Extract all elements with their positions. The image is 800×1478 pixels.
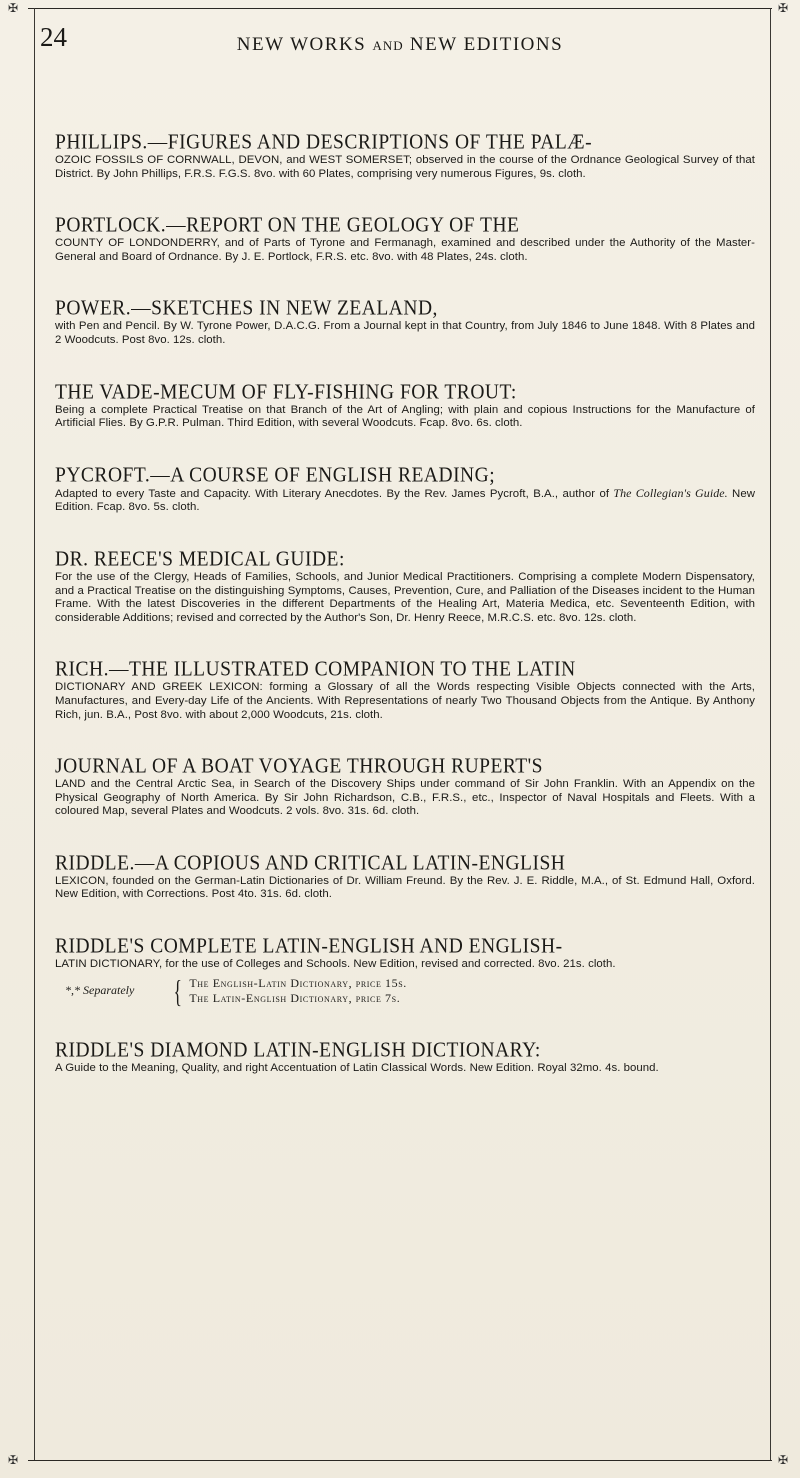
running-head-and: AND: [372, 38, 404, 53]
entry-body: LAND and the Central Arctic Sea, in Search of the Discovery Ships under command of Sir John Franklin. With an Appendix on the Physical Geography of North America. By Sir John Richardson, C.B., F.R.S., etc., Inspector of Naval Hospitals and Fleets. With a coloured Map, several Plates and Woodcuts. 2 vols. 8vo. 31s. 6d. cloth.: [55, 778, 755, 818]
entry-riddle-complete: [55, 934, 755, 1009]
entry-title: RIDDLE'S COMPLETE LATIN-ENGLISH AND ENGLISH-: [55, 935, 563, 958]
entry-body: For the use of the Clergy, Heads of Families, Schools, and Junior Medical Practitioners. Comprising a complete Modern Dispensatory, and a Practical Treatise on the distinguishing Symptoms, Causes, Prevention, Cure, and Palliation of the Diseases incident to the Human Frame. With the latest Discoveries in the different Departments of the Healing Art, Materia Medica, etc. Seventeenth Edition, with considerable Additions; revised and corrected by the Author's Son, Dr. Henry Reece, M.R.C.S. etc. 8vo. 12s. cloth.: [55, 570, 755, 624]
entry-body-italic: The Collegian's Guide.: [613, 485, 728, 500]
entry-body: LATIN DICTIONARY, for the use of Colleges and Schools. New Edition, revised and corrected. 8vo. 21s. cloth.: [55, 958, 616, 971]
corner-ornament-icon: ✠: [8, 1453, 19, 1467]
top-border-rule: [28, 8, 772, 9]
entries-list: [55, 130, 755, 1107]
entry-body: OZOIC FOSSILS OF CORNWALL, DEVON, and WEST SOMERSET; observed in the course of the Ordnance Geological Survey of that District. By John Phillips, F.R.S. F.G.S. 8vo. with 60 Plates, comprising very numerous Figures, 9s. cloth.: [55, 154, 755, 180]
entry-riddle-diamond: [55, 1038, 755, 1076]
entry-title: PORTLOCK.—REPORT ON THE GEOLOGY OF THE: [55, 214, 520, 237]
entry-title: PHILLIPS.—FIGURES AND DESCRIPTIONS OF THE PALÆ-: [55, 131, 593, 154]
entry-title: POWER.—SKETCHES IN NEW ZEALAND,: [55, 297, 438, 321]
entry-phillips: [55, 130, 755, 181]
right-border-rule: [770, 8, 771, 1460]
page-header: [40, 22, 760, 58]
entry-title: RICH.—THE ILLUSTRATED COMPANION TO THE LATIN: [55, 658, 576, 682]
entry-vade-mecum: [55, 380, 755, 431]
separately-note: [55, 972, 755, 1009]
entry-body: LEXICON, founded on the German-Latin Dictionaries of Dr. William Freund. By the Rev. J. E. Riddle, M.A., of St. Edmund Hall, Oxford. New Edition, with Corrections. Post 4to. 31s. 6d. cloth.: [55, 874, 755, 901]
entry-title: DR. REECE'S MEDICAL GUIDE:: [55, 548, 345, 571]
entry-riddle-lexicon: [55, 851, 755, 902]
entry-body: Being a complete Practical Treatise on that Branch of the Art of Angling; with plain and copious Instructions for the Manufacture of Artificial Flies. By G.P.R. Pulman. Third Edition, with several Woodcuts. Fcap. 8vo. 6s. cloth.: [55, 403, 755, 430]
entry-body: COUNTY OF LONDONDERRY, and of Parts of Tyrone and Fermanagh, examined and described under the Authority of the Master-General and Board of Ordnance. By J. E. Portlock, F.R.S. etc. 8vo. with 48 Plates, 24s. cloth.: [55, 237, 755, 263]
bottom-border-rule: [28, 1460, 772, 1461]
entry-pycroft: [55, 463, 755, 515]
corner-ornament-icon: ✠: [778, 1453, 789, 1467]
entry-title: JOURNAL OF A BOAT VOYAGE THROUGH RUPERT'S: [55, 755, 544, 778]
page-number: 24: [40, 22, 67, 52]
running-head-left: NEW WORKS: [236, 34, 367, 55]
entry-journal-boat-voyage: [55, 754, 755, 819]
corner-ornament-icon: ✠: [8, 1, 19, 15]
entry-body-text: Adapted to every Taste and Capacity. With Literary Anecdotes. By the Rev. James Pycroft, B.A., author of: [55, 487, 614, 500]
entry-body: DICTIONARY AND GREEK LEXICON: forming a Glossary of all the Words respecting Visible Objects connected with the Arts, Manufactures, and Every-day Life of the Ancients. With Representations of nearly Two Thousand Objects from the Antique. By Anthony Rich, jun. B.A., Post 8vo. with about 2,000 Woodcuts, 21s. cloth.: [55, 681, 755, 721]
entry-power: [55, 296, 755, 347]
entry-title: RIDDLE'S DIAMOND LATIN-ENGLISH DICTIONARY:: [55, 1038, 541, 1062]
list-item: The Latin-English Dictionary, price 7s.: [189, 990, 401, 1005]
separately-list: [189, 976, 407, 1006]
entry-body: [55, 487, 755, 515]
brace-icon: {: [173, 972, 182, 1009]
entry-body-text: New Edition. Fcap. 8vo. 5s. cloth.: [55, 487, 755, 514]
list-item: The English-Latin Dictionary, price 15s.: [189, 975, 407, 990]
entry-reece: [55, 547, 755, 625]
running-head: [40, 34, 760, 56]
left-border-rule: [34, 8, 35, 1460]
running-head-right: NEW EDITIONS: [409, 34, 564, 55]
entry-title: RIDDLE.—A COPIOUS AND CRITICAL LATIN-ENGLISH: [55, 851, 566, 875]
entry-title: PYCROFT.—A COURSE OF ENGLISH READING;: [55, 463, 496, 487]
entry-body: with Pen and Pencil. By W. Tyrone Power, D.A.C.G. From a Journal kept in that Country, from July 1846 to June 1848. With 8 Plates and 2 Woodcuts. Post 8vo. 12s. cloth.: [55, 320, 755, 346]
corner-ornament-icon: ✠: [778, 1, 789, 15]
separately-label: *,* Separately: [65, 983, 135, 998]
entry-portlock: [55, 213, 755, 264]
entry-rich: [55, 657, 755, 722]
entry-body: A Guide to the Meaning, Quality, and right Accentuation of Latin Classical Words. New Edition. Royal 32mo. 4s. bound.: [55, 1061, 659, 1074]
entry-title: THE VADE-MECUM OF FLY-FISHING FOR TROUT:: [55, 380, 517, 404]
